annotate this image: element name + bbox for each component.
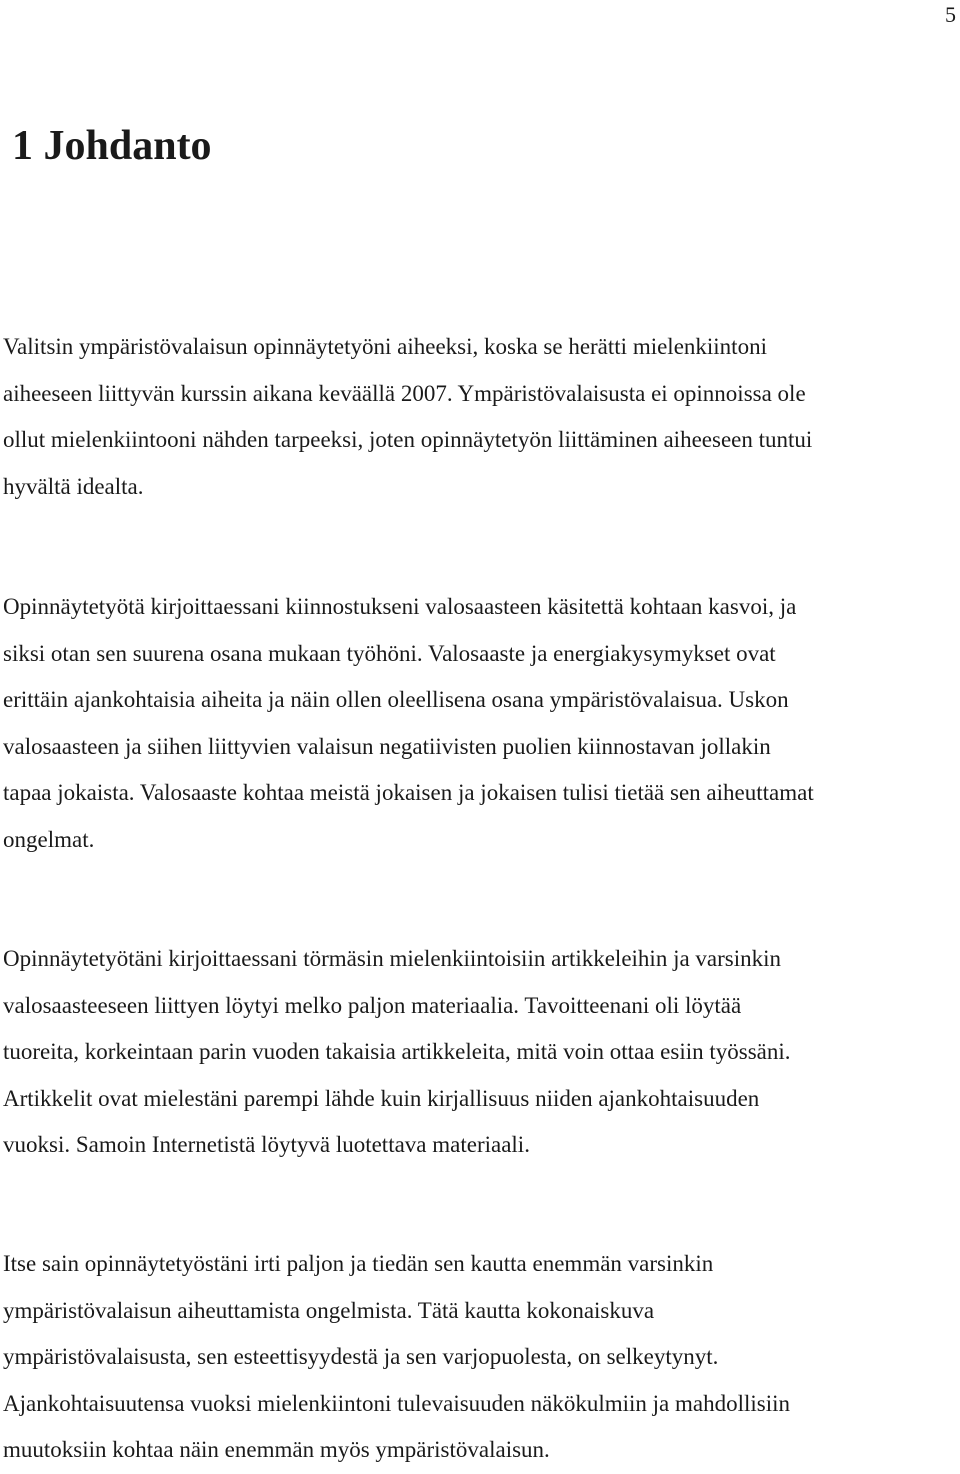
paragraph-line: aiheeseen liittyvän kurssin aikana keväällä 2007. Ympäristövalaisusta ei opinnoissa ole: [3, 380, 806, 406]
paragraph-line: Valitsin ympäristövalaisun opinnäytetyöni aiheeksi, koska se herätti mielenkiintoni: [3, 334, 767, 359]
paragraph-line: siksi otan sen suurena osana mukaan työhöni. Valosaaste ja energiakysymykset ovat: [3, 640, 776, 666]
paragraph-line: Itse sain opinnäytetyöstäni irti paljon ja tiedän sen kautta enemmän varsinkin: [3, 1251, 714, 1276]
paragraph-line: vuoksi. Samoin Internetistä löytyvä luotettava materiaali.: [3, 1132, 530, 1157]
paragraph-intro: [3, 324, 812, 510]
paragraph-line: erittäin ajankohtaisia aiheita ja näin ollen oleellisena osana ympäristövalaisua. Uskon: [3, 687, 789, 712]
paragraph-line: Opinnäytetyötäni kirjoittaessani törmäsin mielenkiintoisiin artikkeleihin ja varsinkin: [3, 946, 782, 971]
paragraph-line: Ajankohtaisuutensa vuoksi mielenkiintoni tulevaisuuden näkökulmiin ja mahdollisiin: [3, 1390, 791, 1416]
paragraph-line: ollut mielenkiintooni nähden tarpeeksi, joten opinnäytetyön liittäminen aiheeseen tuntui: [3, 427, 813, 452]
chapter-title: 1 Johdanto: [12, 123, 212, 169]
paragraph-line: hyvältä idealta.: [3, 473, 144, 499]
paragraph-line: ongelmat.: [3, 826, 95, 852]
paragraph-line: tapaa jokaista. Valosaaste kohtaa meistä jokaisen ja jokaisen tulisi tietää sen aiheuttamat: [3, 780, 814, 805]
paragraph-line: ympäristövalaisusta, sen esteettisyydestä ja sen varjopuolesta, on selkeytynyt.: [3, 1344, 719, 1369]
paragraph-line: valosaasteen ja siihen liittyvien valaisun negatiivisten puolien kiinnostavan jollakin: [3, 733, 771, 759]
paragraph-line: ympäristövalaisun aiheuttamista ongelmista. Tätä kautta kokonaiskuva: [3, 1297, 655, 1323]
paragraph-conclusion: [3, 1241, 790, 1474]
paragraph-line: valosaasteeseen liittyen löytyi melko paljon materiaalia. Tavoitteenani oli löytää: [3, 992, 742, 1018]
paragraph-line: Opinnäytetyötä kirjoittaessani kiinnostukseni valosaasteen käsitettä kohtaan kasvoi, ja: [3, 594, 797, 619]
paragraph-line: muutoksiin kohtaa näin enemmän myös ympäristövalaisun.: [3, 1437, 550, 1462]
page-number: 5: [945, 2, 956, 27]
paragraph-sources: [3, 936, 791, 1169]
paragraph-light-pollution: [3, 584, 814, 863]
paragraph-line: Artikkelit ovat mielestäni parempi lähde kuin kirjallisuus niiden ajankohtaisuuden: [3, 1085, 760, 1111]
paragraph-line: tuoreita, korkeintaan parin vuoden takaisia artikkeleita, mitä voin ottaa esiin työssäni.: [3, 1039, 791, 1064]
